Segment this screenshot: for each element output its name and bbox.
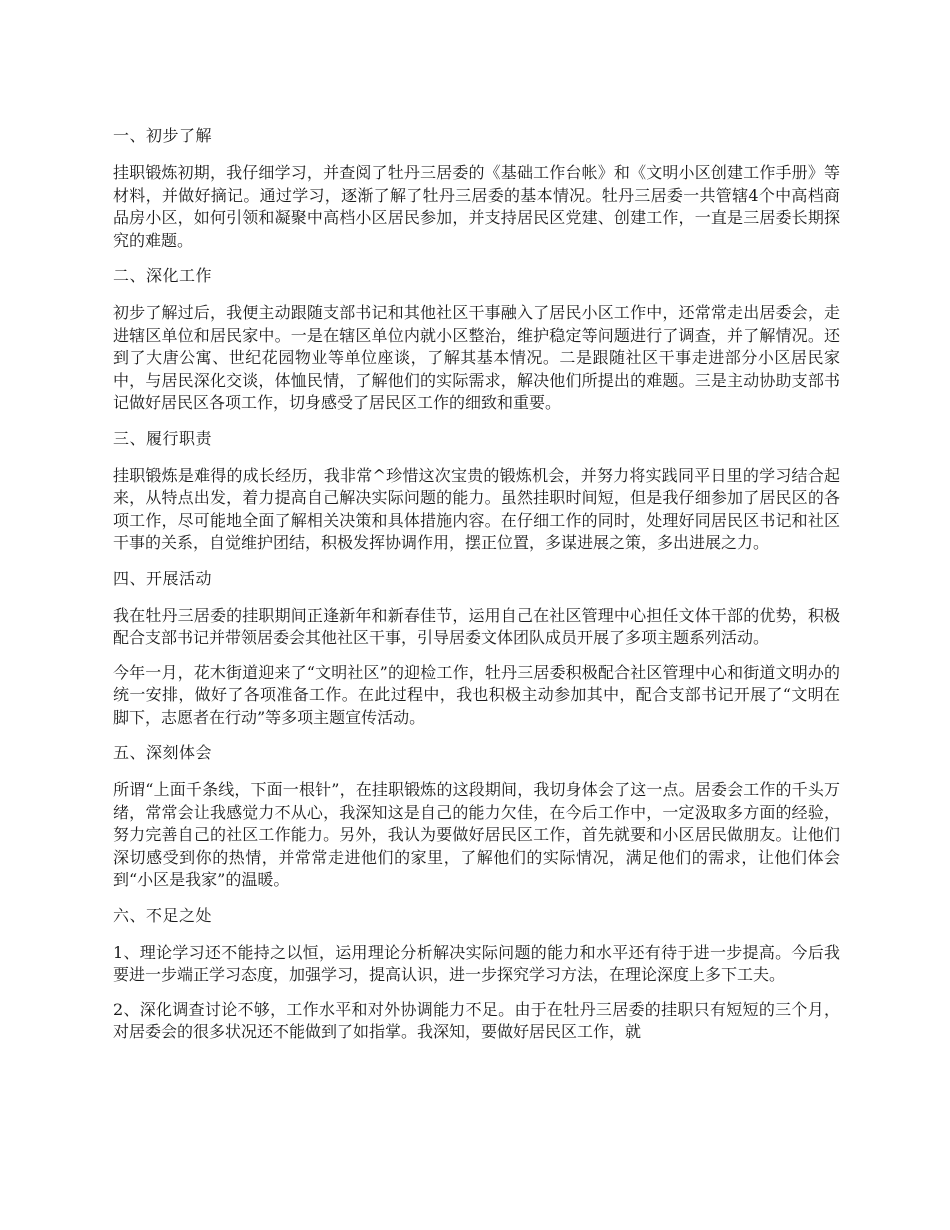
section-paragraph: 挂职锻炼初期，我仔细学习，并查阅了牡丹三居委的《基础工作台帐》和《文明小区创建工作手册》等材料，并做好摘记。通过学习，逐渐了解了牡丹三居委的基本情况。牡丹三居委一共管辖4个中高档商品房小区，如何引领和凝聚中高档小区居民参加，并支持居民区党建、创建工作，一直是三居委长期探究的难题。	[113, 163, 840, 250]
section-heading: 三、履行职责	[113, 428, 213, 448]
section-paragraph: 今年一月，花木街道迎来了“文明社区”的迎检工作，牡丹三居委积极配合社区管理中心和街道文明办的统一安排，做好了各项准备工作。在此过程中，我也积极主动参加其中，配合支部书记开展了“文明在脚下，志愿者在行动”等多项主题宣传活动。	[113, 662, 840, 727]
section-paragraph: 挂职锻炼是难得的成长经历，我非常^珍惜这次宝贵的锻炼机会，并努力将实践同平日里的学习结合起来，从特点出发，着力提高自己解决实际问题的能力。虽然挂职时间短，但是我仔细参加了居民区的各项工作，尽可能地全面了解相关决策和具体措施内容。在仔细工作的同时，处理好同居民区书记和社区干事的关系，自觉维护团结，积极发挥协调作用，摆正位置，多谋进展之策，多出进展之力。	[113, 465, 840, 552]
section-paragraph: 1、理论学习还不能持之以恒，运用理论分析解决实际问题的能力和水平还有待于进一步提高。今后我要进一步端正学习态度，加强学习，提高认识，进一步探究学习方法，在理论深度上多下工夫。	[113, 942, 840, 984]
section-heading: 六、不足之处	[113, 905, 213, 925]
section-2	[113, 264, 840, 415]
section-1	[113, 124, 840, 252]
section-paragraph: 2、深化调查讨论不够，工作水平和对外协调能力不足。由于在牡丹三居委的挂职只有短短的三个月，对居委会的很多状况还不能做到了如指掌。我深知，要做好居民区工作，就	[113, 999, 840, 1041]
section-6	[113, 904, 840, 1044]
section-3	[113, 427, 840, 555]
section-5	[113, 741, 840, 892]
section-paragraph: 初步了解过后，我便主动跟随支部书记和其他社区干事融入了居民小区工作中，还常常走出居委会，走进辖区单位和居民家中。一是在辖区单位内就小区整治，维护稳定等问题进行了调查，并了解情况。还到了大唐公寓、世纪花园物业等单位座谈，了解其基本情况。二是跟随社区干事走进部分小区居民家中，与居民深化交谈，体恤民情，了解他们的实际需求，解决他们所提出的难题。三是主动协助支部书记做好居民区各项工作，切身感受了居民区工作的细致和重要。	[113, 303, 840, 412]
section-heading: 二、深化工作	[113, 266, 213, 285]
section-heading: 一、初步了解	[113, 126, 213, 145]
section-paragraph: 我在牡丹三居委的挂职期间正逢新年和新春佳节，运用自己在社区管理中心担任文体干部的优势，积极配合支部书记并带领居委会其他社区干事，引导居委文体团队成员开展了多项主题系列活动。	[113, 605, 840, 647]
document-body	[113, 124, 840, 1056]
section-heading: 五、深刻体会	[113, 743, 213, 762]
section-4	[113, 567, 840, 730]
section-paragraph: 所谓“上面千条线，下面一根针”，在挂职锻炼的这段期间，我切身体会了这一点。居委会工作的千头万绪，常常会让我感觉力不从心，我深知这是自己的能力欠佳，在今后工作中，一定汲取多方面的经验，努力完善自己的社区工作能力。另外，我认为要做好居民区工作，首先就要和小区居民做朋友。让他们深切感受到你的热情，并常常走进他们的家里，了解他们的实际情况，满足他们的需求，让他们体会到“小区是我家”的温暖。	[113, 780, 840, 889]
section-heading: 四、开展活动	[113, 568, 213, 588]
